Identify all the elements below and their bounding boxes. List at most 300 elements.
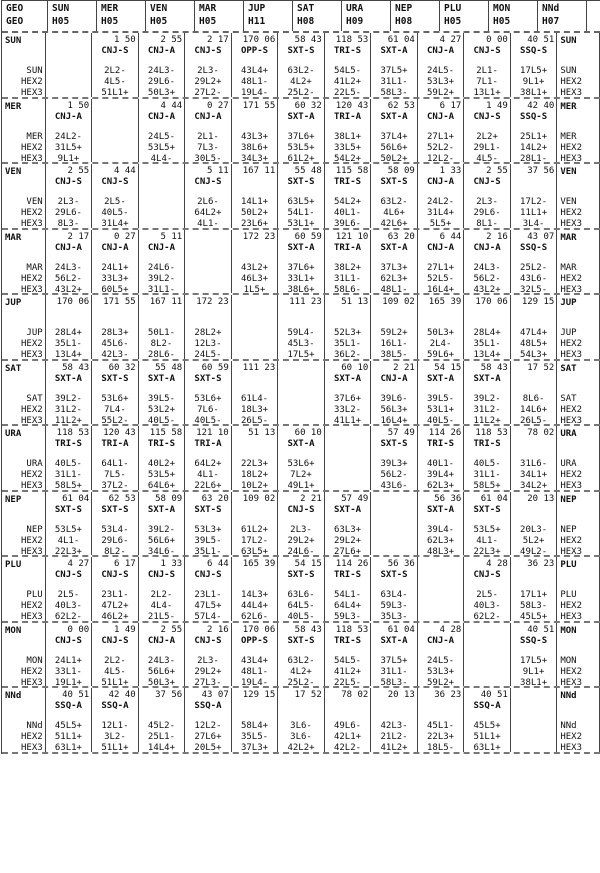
header-col-mer-line2: H05 — [101, 16, 119, 27]
row-label-1: JUP — [560, 328, 577, 338]
cell-plu-nep — [371, 557, 418, 621]
cell-jup-nep — [371, 295, 418, 359]
cell-v1: 64L1- — [101, 459, 129, 469]
cell-nnd-mer — [92, 688, 139, 752]
cell-v2: 53L1+ — [427, 404, 455, 415]
cell-v3: 51L1+ — [101, 677, 129, 688]
header-col-mer — [97, 1, 146, 31]
cell-v1: 63L2- — [287, 66, 315, 76]
cell-asp: CNJ-A — [147, 46, 175, 56]
header-col-mar-line1: MAR — [199, 3, 217, 14]
cell-mon-mon — [464, 623, 511, 687]
cell-v2: 31L1- — [54, 470, 82, 480]
cell-asp: SXT-S — [101, 373, 129, 384]
cell-v3: 48L1- — [380, 284, 408, 295]
cell-v2: 35L1- — [54, 339, 82, 349]
cell-asp: SSQ-S — [520, 242, 548, 253]
row-nnd — [2, 688, 600, 754]
cell-v2: 4L1- — [197, 470, 219, 480]
cell-v3: 36L2- — [333, 350, 362, 360]
cell-v3: 46L2+ — [101, 612, 129, 622]
cell-v2: 62L3+ — [427, 535, 455, 546]
cell-v3: 40L5- — [287, 612, 315, 622]
cell-v1: 3L6- — [290, 721, 312, 731]
cell-v2: 5L2+ — [522, 535, 545, 546]
cell-v3: 58L6- — [333, 284, 362, 295]
cell-asp: SXT-A — [473, 373, 501, 384]
cell-deg: 4 44 — [114, 166, 136, 176]
cell-v2: 33L1+ — [287, 273, 315, 284]
cell-v2: 40L5- — [101, 208, 129, 218]
cell-sat-mer — [92, 361, 139, 425]
cell-asp: SXT-A — [287, 111, 315, 122]
cell-v1: 42L3- — [380, 721, 408, 731]
row-label-1: MON — [26, 655, 43, 666]
cell-v3: 24L5- — [194, 350, 222, 360]
cell-v2: 33L3+ — [101, 273, 129, 284]
row-label-2: HEX2 — [20, 339, 43, 349]
cell-asp: SXT-A — [287, 439, 315, 449]
aspect-grid — [1, 0, 600, 754]
cell-deg: 118 53 — [56, 428, 90, 438]
cell-v2: 4L5- — [104, 666, 126, 677]
cell-ura-ven — [139, 426, 186, 490]
left-label-sun — [2, 33, 46, 97]
header-col-mon-line2: H05 — [493, 16, 511, 27]
cell-v2: 40L3- — [54, 601, 82, 611]
cell-v2: 9L1+ — [522, 666, 545, 677]
header-col-mar — [195, 1, 244, 31]
cell-v1: 37L5+ — [380, 655, 408, 666]
cell-v3: 22L5- — [333, 677, 362, 688]
cell-v1: 24L5- — [427, 655, 455, 666]
cell-v3: 8L1- — [476, 219, 498, 229]
cell-v1: 63L2- — [380, 197, 408, 207]
cell-v1: 24L1+ — [54, 655, 82, 666]
cell-v1: 39L5- — [147, 393, 175, 404]
row-label-1: MAR — [560, 262, 577, 273]
cell-v2: 2L4- — [429, 339, 452, 349]
cell-v3: 11L2+ — [473, 415, 501, 426]
cell-asp: SSQ-A — [101, 701, 129, 711]
cell-v2: 56L2- — [54, 273, 82, 284]
header-col-plu-line1: PLU — [444, 3, 462, 14]
header-col-sat-line1: SAT — [297, 3, 315, 14]
cell-v2: 4L6+ — [383, 208, 405, 218]
row-planet-name: MER — [560, 101, 577, 112]
cell-jup-ura — [325, 295, 372, 359]
cell-deg: 129 15 — [521, 297, 555, 307]
cell-v1: 59L4- — [287, 328, 315, 338]
cell-deg: 42 40 — [108, 690, 136, 700]
cell-mon-jup — [232, 623, 279, 687]
row-planet-name: NNd — [5, 691, 22, 701]
cell-v2: 29L2+ — [287, 535, 315, 546]
cell-v3: 10L2+ — [240, 481, 269, 491]
cell-v3: 25L2- — [287, 677, 315, 688]
header-col-ura-line1: URA — [346, 3, 364, 14]
cell-v1: 24L5- — [147, 131, 175, 142]
cell-deg: 17 52 — [527, 362, 555, 373]
header-col-ven-line2: H05 — [150, 16, 168, 27]
cell-v1: 14L3+ — [240, 590, 269, 600]
cell-deg: 4 44 — [160, 100, 183, 111]
cell-asp: SSQ-A — [473, 701, 501, 711]
cell-mar-mer — [92, 230, 139, 294]
cell-sun-nnd — [511, 33, 558, 97]
cell-asp: CNJ-A — [427, 635, 455, 646]
cell-v1: 2L5- — [104, 197, 126, 207]
cell-v3: 40L5- — [194, 415, 222, 426]
cell-v2: 12L3- — [194, 339, 222, 349]
cell-deg: 1 33 — [160, 559, 183, 569]
cell-v3: 1L5+ — [243, 284, 266, 295]
cell-v1: 63L4- — [380, 590, 408, 600]
cell-v2: 29L2+ — [194, 666, 222, 677]
cell-v3: 22L3+ — [54, 546, 82, 557]
cell-deg: 58 43 — [294, 624, 322, 635]
cell-asp: CNJ-S — [101, 570, 129, 580]
cell-v2: 34L1+ — [520, 470, 548, 480]
cell-v1: 49L6- — [333, 721, 362, 731]
cell-v2: 51L1+ — [473, 732, 501, 742]
cell-v3: 27L3- — [194, 677, 222, 688]
cell-asp: CNJ-A — [427, 177, 455, 187]
cell-v1: 43L2+ — [240, 262, 269, 273]
cell-deg: 6 17 — [439, 100, 462, 111]
cell-v3: 64L6+ — [147, 481, 175, 491]
cell-v2: 29L6- — [147, 77, 175, 87]
right-label-jup — [557, 295, 600, 359]
header-col-ura — [342, 1, 391, 31]
header-col-plu-line2: H05 — [444, 16, 462, 27]
cell-nnd-plu — [418, 688, 465, 752]
cell-sun-jup — [232, 33, 279, 97]
cell-v2: 40L3- — [473, 601, 501, 611]
cell-deg: 42 40 — [527, 100, 555, 111]
cell-deg: 51 13 — [248, 428, 276, 438]
cell-v2: 4L1- — [476, 535, 498, 546]
cell-v3: 4L5- — [476, 153, 498, 164]
cell-v1: 2L5- — [476, 590, 498, 600]
cell-jup-ven — [139, 295, 186, 359]
cell-v3: 40L5- — [147, 415, 175, 426]
cell-asp: CNJ-A — [147, 635, 175, 646]
cell-deg: 172 23 — [196, 297, 229, 307]
cell-mon-sat — [278, 623, 325, 687]
cell-v3: 22L5- — [333, 88, 362, 98]
cell-nnd-ura — [325, 688, 372, 752]
cell-v3: 57L4- — [194, 612, 222, 622]
cell-deg: 2 55 — [160, 35, 183, 45]
cell-v2: 45L3- — [287, 339, 315, 349]
cell-v1: 27L1+ — [427, 131, 455, 142]
header-col-jup-line1: JUP — [248, 3, 266, 14]
cell-deg: 167 11 — [149, 297, 183, 307]
cell-ven-mer — [92, 164, 139, 228]
cell-v1: 39L2- — [473, 393, 501, 404]
cell-asp: SXT-S — [287, 177, 315, 187]
right-label-plu — [557, 557, 600, 621]
cell-v2: 42L1+ — [333, 732, 362, 742]
cell-v1: 24L2- — [427, 197, 455, 207]
cell-sat-sat — [278, 361, 325, 425]
cell-v1: 39L5- — [427, 393, 455, 404]
header-col-mer-line1: MER — [101, 3, 119, 14]
cell-plu-sat — [278, 557, 325, 621]
cell-jup-sat — [278, 295, 325, 359]
cell-v3: 38L1+ — [520, 88, 548, 98]
cell-deg: 6 44 — [207, 559, 229, 569]
cell-asp: SXT-S — [287, 46, 315, 56]
cell-deg: 36 23 — [527, 559, 555, 569]
cell-mar-plu — [418, 230, 465, 294]
cell-v1: 2L3- — [197, 655, 219, 666]
cell-deg: 55 48 — [294, 166, 322, 176]
row-label-2: HEX2 — [560, 732, 583, 742]
cell-deg: 5 11 — [207, 166, 229, 176]
cell-asp: SXT-A — [147, 373, 175, 384]
cell-v2: 14L6+ — [520, 404, 548, 415]
cell-mar-ura — [325, 230, 372, 294]
cell-deg: 109 02 — [382, 297, 415, 307]
cell-v1: 12L1- — [101, 721, 129, 731]
cell-v3: 41L2+ — [380, 743, 408, 753]
cell-v2: 53L5+ — [287, 142, 315, 153]
header-col-jup — [244, 1, 293, 31]
cell-asp: SXT-A — [380, 635, 408, 646]
cell-v3: 22L3+ — [473, 546, 501, 557]
cell-v2: 50L2+ — [240, 208, 269, 218]
cell-nep-sun — [46, 492, 93, 556]
cell-v2: 31L1- — [473, 470, 501, 480]
cell-deg: 61 04 — [387, 624, 415, 635]
cell-deg: 2 16 — [486, 231, 508, 242]
cell-v1: 14L1+ — [240, 197, 269, 207]
cell-deg: 118 53 — [335, 624, 369, 635]
row-label-3: HEX3 — [560, 219, 583, 229]
row-label-3: HEX3 — [20, 219, 43, 229]
cell-deg: 56 36 — [387, 559, 415, 569]
cell-v3: 58L5+ — [473, 481, 501, 491]
cell-asp: TRI-A — [333, 111, 362, 122]
cell-v2: 52L2- — [427, 142, 455, 153]
cell-asp: CNJ-A — [194, 111, 222, 122]
cell-asp: CNJ-S — [101, 177, 129, 187]
cell-v3: 41L1+ — [333, 415, 362, 426]
cell-v1: 38L2+ — [333, 262, 362, 273]
row-label-1: SAT — [26, 393, 43, 404]
row-label-3: HEX3 — [20, 350, 43, 360]
cell-nep-ura — [325, 492, 372, 556]
cell-v3: 54L3+ — [520, 350, 548, 360]
row-label-1: URA — [560, 459, 577, 469]
right-label-nep — [557, 492, 600, 556]
cell-deg: 165 39 — [242, 559, 276, 569]
cell-v3: 30L5- — [194, 153, 222, 164]
cell-v3: 27L6+ — [333, 546, 362, 557]
cell-v1: 25L1+ — [520, 131, 548, 142]
cell-v2: 14L2+ — [520, 142, 548, 153]
cell-asp: CNJ-A — [473, 242, 501, 253]
cell-v3: 38L5- — [380, 350, 408, 360]
cell-sat-ven — [139, 361, 186, 425]
left-label-sat — [2, 361, 46, 425]
cell-ven-mon — [464, 164, 511, 228]
cell-v2: 7L6- — [197, 404, 219, 415]
cell-asp: CNJ-S — [194, 177, 222, 187]
cell-deg: 170 06 — [475, 297, 508, 307]
row-label-3: HEX3 — [560, 612, 583, 622]
cell-deg: 58 09 — [387, 166, 415, 176]
cell-v2: 31L2- — [54, 404, 82, 415]
header-row — [2, 1, 600, 33]
cell-deg: 36 23 — [434, 690, 462, 700]
cell-v3: 13L1+ — [473, 88, 501, 98]
cell-v3: 42L2+ — [287, 743, 315, 753]
cell-deg: 121 10 — [196, 428, 229, 438]
cell-asp: SXT-S — [287, 635, 315, 646]
left-label-mer — [2, 99, 46, 163]
cell-v2: 33L1- — [54, 666, 82, 677]
cell-v3: 62L2- — [473, 612, 501, 622]
row-label-2: HEX2 — [20, 404, 43, 415]
cell-mar-nnd — [511, 230, 558, 294]
cell-nep-mer — [92, 492, 139, 556]
cell-deg: 2 16 — [207, 624, 229, 635]
cell-nep-jup — [232, 492, 279, 556]
cell-v2: 64L5- — [287, 601, 315, 611]
cell-v1: 43L3+ — [240, 131, 269, 142]
cell-mer-nnd — [511, 99, 558, 163]
cell-deg: 60 10 — [294, 428, 322, 438]
cell-v3: 40L5- — [427, 415, 455, 426]
cell-v3: 11L2+ — [54, 415, 82, 426]
row-label-3: HEX3 — [20, 415, 43, 426]
cell-jup-mon — [464, 295, 511, 359]
row-label-2: HEX2 — [20, 470, 43, 480]
cell-v1: 39L3+ — [380, 459, 408, 469]
row-label-1: URA — [26, 459, 43, 469]
cell-v2: 17L2- — [240, 535, 269, 546]
cell-deg: 165 39 — [428, 297, 462, 307]
cell-nep-mar — [185, 492, 232, 556]
cell-deg: 0 00 — [486, 35, 508, 45]
cell-v1: 53L6+ — [194, 393, 222, 404]
left-label-nnd — [2, 688, 46, 752]
cell-v1: 2L5- — [57, 590, 80, 600]
left-label-plu — [2, 557, 46, 621]
cell-v2: 8L2- — [150, 339, 173, 349]
cell-ven-mar — [185, 164, 232, 228]
row-label-2: HEX2 — [560, 666, 583, 677]
cell-v3: 39L6- — [333, 219, 362, 229]
cell-v2: 58L3- — [520, 601, 548, 611]
cell-deg: 62 53 — [108, 493, 136, 504]
cell-v1: 2L3- — [476, 197, 498, 207]
cell-v3: 26L5- — [240, 415, 269, 426]
right-label-mer — [557, 99, 600, 163]
cell-asp: CNJ-A — [427, 46, 455, 56]
row-label-1: SUN — [560, 66, 577, 76]
cell-v2: 56L6+ — [380, 142, 408, 153]
cell-deg: 58 43 — [62, 362, 90, 373]
cell-deg: 167 11 — [242, 166, 276, 176]
cell-v1: 63L6- — [287, 590, 315, 600]
cell-v3: 19L1+ — [54, 677, 82, 688]
row-ura — [2, 426, 600, 492]
cell-v2: 31L5+ — [54, 142, 82, 153]
cell-v1: 24L3- — [147, 66, 175, 76]
cell-v2: 31L2- — [473, 404, 501, 415]
cell-nnd-sun — [46, 688, 93, 752]
row-label-3: HEX3 — [560, 546, 583, 557]
cell-nnd-jup — [232, 688, 279, 752]
row-label-3: HEX3 — [20, 612, 43, 622]
cell-ura-plu — [418, 426, 465, 490]
cell-v1: 53L6+ — [287, 459, 315, 469]
cell-deg: 4 28 — [486, 559, 508, 569]
cell-asp: TRI-S — [333, 46, 362, 56]
row-label-2: HEX2 — [560, 601, 583, 611]
cell-v1: 37L6+ — [333, 393, 362, 404]
cell-deg: 170 06 — [242, 35, 276, 45]
cell-v3: 62L2- — [54, 612, 82, 622]
cell-v3: 34L6- — [147, 546, 175, 557]
cell-v3: 34L2+ — [520, 481, 548, 491]
row-sun — [2, 33, 600, 99]
cell-asp: TRI-S — [333, 570, 362, 580]
cell-v2: 48L5+ — [520, 339, 548, 349]
cell-v2: 47L2+ — [101, 601, 129, 611]
cell-jup-jup — [232, 295, 279, 359]
cell-asp: SXT-A — [427, 373, 455, 384]
cell-v2: 7L5- — [104, 470, 126, 480]
cell-v2: 4L5- — [104, 77, 126, 87]
cell-v2: 29L6- — [473, 208, 501, 218]
header-col-sun-line1: SUN — [52, 3, 70, 14]
row-label-3: HEX3 — [20, 743, 43, 753]
cell-v1: 39L2- — [54, 393, 82, 404]
cell-asp: CNJ-S — [194, 570, 222, 580]
cell-v3: 42L3- — [101, 350, 129, 360]
row-label-2: HEX2 — [20, 142, 43, 153]
cell-deg: 63 20 — [201, 493, 229, 504]
cell-deg: 0 00 — [67, 624, 90, 635]
row-label-2: HEX2 — [20, 732, 43, 742]
row-label-3: HEX3 — [560, 677, 583, 688]
row-label-2: HEX2 — [560, 339, 583, 349]
cell-v2: 52L5- — [427, 273, 455, 284]
cell-v2: 31L1- — [380, 77, 408, 87]
cell-asp: TRI-A — [333, 242, 362, 253]
cell-v2: 51L1+ — [54, 732, 82, 742]
cell-v3: 19L4- — [240, 677, 269, 688]
cell-nnd-nep — [371, 688, 418, 752]
cell-ven-plu — [418, 164, 465, 228]
row-label-1: SAT — [560, 393, 577, 404]
cell-deg: 60 59 — [201, 362, 229, 373]
cell-v1: 17L2- — [520, 197, 548, 207]
cell-v1: 58L4+ — [240, 721, 269, 731]
row-planet-name: JUP — [5, 298, 22, 308]
cell-v2: 4L2+ — [290, 77, 312, 87]
cell-v1: 31L6- — [520, 459, 548, 469]
cell-deg: 63 20 — [387, 231, 415, 242]
cell-asp: SXT-A — [380, 46, 408, 56]
grid-rows — [2, 33, 600, 754]
row-mer — [2, 99, 600, 165]
